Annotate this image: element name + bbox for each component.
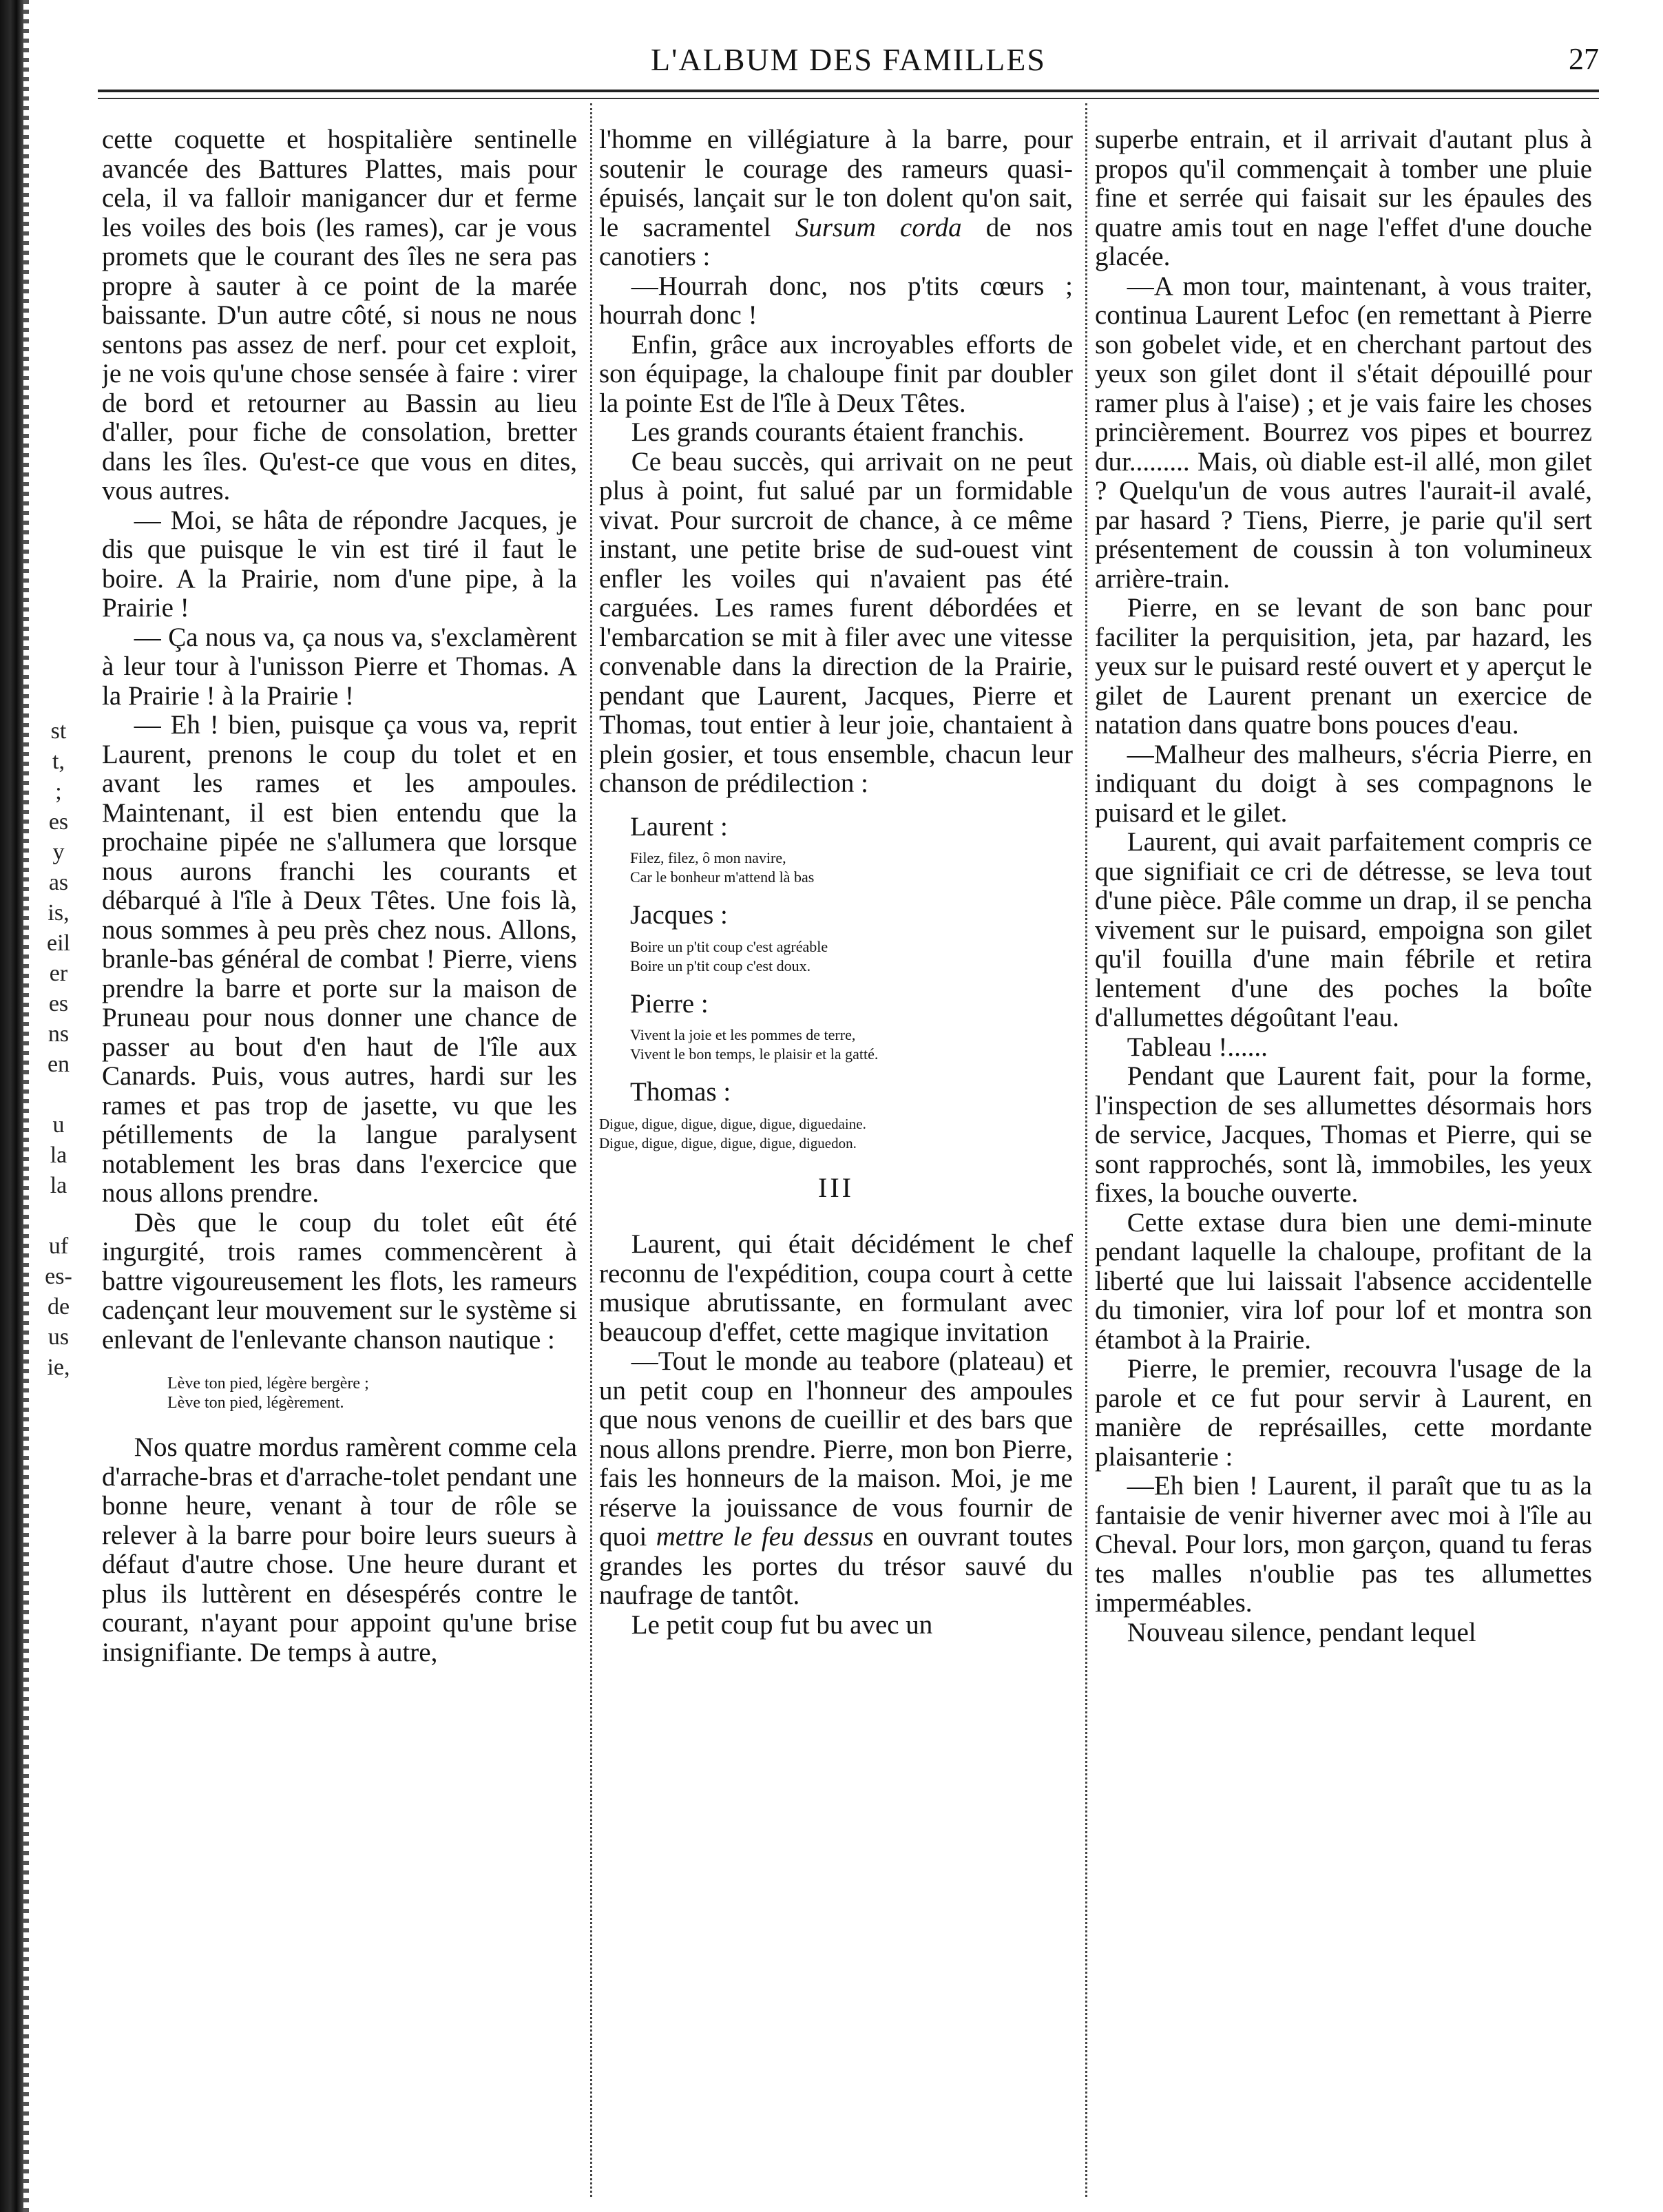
song-lines (599, 1114, 1073, 1153)
paragraph: —Malheur des malheurs, s'écria Pierre, en indiquant du doigt à ses compagnons le puisard et le gilet. (1095, 739, 1592, 828)
paragraph: Nouveau silence, pendant lequel (1127, 1617, 1476, 1647)
gutter-fragment: er (49, 961, 68, 986)
song-line: Digue, digue, digue, digue, digue, diguedaine. (599, 1115, 866, 1132)
gutter-fragment: u (52, 1112, 65, 1138)
gutter-fragment: en (47, 1052, 70, 1077)
gutter-fragment: la (50, 1142, 67, 1168)
song-singer: Thomas : (630, 1077, 731, 1107)
song-singer: Jacques : (630, 900, 728, 930)
paragraph: Pierre, le premier, recouvra l'usage de la parole et ce fut pour servir à Laurent, en manière de représailles, cette mordante plaisanterie : (1095, 1354, 1592, 1472)
paragraph: Les grands courants étaient franchis. (631, 417, 1025, 447)
song-lines (599, 1025, 1073, 1064)
gutter-fragment: ; (55, 779, 62, 804)
gutter-fragment (32, 1201, 85, 1231)
column-2 (599, 125, 1073, 2184)
song-lines (599, 848, 1073, 887)
song-lines (599, 937, 1073, 976)
text-run: l'homme en villégiature à la barre, pour soutenir le courage des rameurs quasi-épuisés, lançait sur le ton dolent qu'on sait, le sacramentel (599, 125, 1073, 242)
paragraph: Laurent, qui était décidément le chef reconnu de l'expédition, coupa court à cette musique abrutissante, en formulant avec beaucoup d'effet, cette magique invitation (599, 1229, 1073, 1347)
verse-line: Lève ton pied, légèrement. (167, 1394, 344, 1412)
italic-phrase: mettre le feu dessus (656, 1522, 874, 1552)
paragraph: Le petit coup fut bu avec un (631, 1609, 933, 1640)
text-run: en ouvrant toutes grandes les portes du trésor sauvé du naufrage de tantôt. (599, 1522, 1073, 1610)
page-header (98, 41, 1599, 90)
paragraph: superbe entrain, et il arrivait d'autant plus à propos qu'il commençait à tomber une pluie fine et serrée qui faisait sur les épaules des quatre amis tout en nage l'effet d'une douche glacée. (1095, 125, 1592, 271)
song-singer: Laurent : (630, 811, 728, 842)
column-divider (1085, 103, 1087, 2197)
page-number: 27 (1569, 42, 1599, 76)
song-singer: Pierre : (630, 988, 709, 1019)
italic-phrase: Sursum corda (795, 212, 962, 242)
gutter-fragment: de (47, 1294, 70, 1319)
paragraph: — Moi, se hâta de répondre Jacques, je dis que puisque le vin est tiré il faut le boire. A la Prairie, nom d'une pipe, à la Prairie ! (102, 505, 577, 623)
paragraph: Ce beau succès, qui arrivait on ne peut plus à point, fut salué par un formidable vivat. Pour surcroit de chance, à ce même instant, une petite brise de sud-ouest vint enfler les voiles qui n'avaient pas été carguées. Les rames furent débordées et l'embarcation se mit à filer avec une vitesse convenable dans la direction de la Prairie, pendant que Laurent, Jacques, Pierre et Thomas, tout entier à leur joie, chantaient à plein gosier, et tous ensemble, chacun leur chanson de prédilection : (599, 446, 1073, 798)
paragraph (599, 1347, 1073, 1611)
paragraph: Dès que le coup du tolet eût été ingurgité, trois rames commencèrent à battre vigoureusement les flots, les rameurs cadençant leur mouvement sur le système si enlevant de l'enlevante chanson nautique : (102, 1207, 577, 1355)
gutter-fragment: la (50, 1173, 67, 1198)
paragraph: Nos quatre mordus ramèrent comme cela d'arrache-bras et d'arrache-tolet pendant une bonne heure, venant à tour de rôle se relever à la barre pour boire leurs sueurs à défaut d'autre chose. Une heure durant et plus ils luttèrent en désespérés contre le courant, n'ayant pour appoint qu'une brise insignifiante. De temps à autre, (102, 1432, 577, 1667)
gutter-fragment: es (48, 991, 69, 1016)
gutter-fragment: t, (52, 749, 65, 774)
paragraph: — Ça nous va, ça nous va, s'exclamèrent à leur tour à l'unisson Pierre et Thomas. A la Prairie ! à la Prairie ! (102, 622, 577, 711)
paragraph: Enfin, grâce aux incroyables efforts de son équipage, la chaloupe finit par doubler la pointe Est de l'île à Deux Têtes. (599, 329, 1073, 418)
song-line: Vivent le bon temps, le plaisir et la gatté. (630, 1045, 879, 1063)
paragraph: Laurent, qui avait parfaitement compris ce que signifiait ce cri de détresse, se leva tout d'une pièce. Pâle comme un drap, il se pencha vivement sur le puisard, empoigna son gilet qu'il fouilla d'une main fébrile et retira lentement d'une des poches la boîte d'allumettes dégoûtant l'eau. (1095, 827, 1592, 1032)
song-line: Boire un p'tit coup c'est doux. (630, 957, 811, 974)
page-edge-shadow (0, 0, 23, 2212)
paragraph: —Eh bien ! Laurent, il paraît que tu as la fantaisie de venir hiverner avec moi à l'île au Cheval. Pour lors, mon garçon, quand tu feras tes malles n'oublie pas tes allumettes imperméables. (1095, 1471, 1592, 1618)
running-title: L'ALBUM DES FAMILLES (651, 42, 1046, 77)
song-line: Digue, digue, digue, digue, digue, diguedon. (599, 1134, 857, 1151)
paragraph: Cette extase dura bien une demi-minute pendant laquelle la chaloupe, profitant de la liberté que lui laissait l'absence accidentelle du timonier, vira lof pour lof et montra son étambot à la Prairie. (1095, 1207, 1592, 1355)
column-divider (590, 103, 592, 2197)
paragraph: Tableau !...... (1127, 1032, 1268, 1062)
gutter-fragment: eil (47, 930, 70, 956)
gutter-fragment: y (52, 839, 65, 865)
header-rule-thin (98, 98, 1599, 99)
paragraph: Pendant que Laurent fait, pour la forme, l'inspection de ses allumettes désormais hors de service, Jacques, Thomas et Pierre, qui se sont rapprochés, sont là, immobiles, les yeux fixes, la bouche ouverte. (1095, 1061, 1592, 1208)
verse-line: Lève ton pied, légère bergère ; (167, 1375, 369, 1392)
text-run: de nos canotiers : (599, 212, 1073, 271)
song-verse (102, 1374, 577, 1412)
paragraph: cette coquette et hospitalière sentinelle avancée des Battures Plattes, mais pour cela, il va falloir manigancer dur et ferme les voiles des bois (les rames), car je vous promets que le courant des îles ne sera pas propre à sauter à ce point de la marée baissante. D'un autre côté, si nous ne nous sentons pas assez de nerf. pour cet exploit, je ne vois qu'une chose sensée à faire : virer de bord et retourner au Bassin au lieu d'aller, pour fiche de consolation, bretter dans les îles. Qu'est-ce que vous en dites, vous autres. (102, 125, 577, 505)
gutter-fragment: ns (48, 1021, 70, 1047)
paragraph: —Hourrah donc, nos p'tits cœurs ; hourrah donc ! (599, 271, 1073, 330)
bleed-through-margin (32, 716, 85, 1383)
text-run: —Tout le monde au teabore (plateau) et un petit coup en l'honneur des ampoules que nous venons de cueillir et des bars que nous allons prendre. Pierre, mon bon Pierre, fais les honneurs de la maison. Moi, je me réserve la jouissance de vous fournir de quoi (599, 1346, 1073, 1552)
song-line: Car le bonheur m'attend là bas (630, 868, 815, 886)
paragraph: — Eh ! bien, puisque ça vous va, reprit Laurent, prenons le coup du tolet et en avant les rames et les ampoules. Maintenant, il est bien entendu que la prochaine pipée ne s'allumera que lorsque nous aurons franchi les courants et débarqué à l'île à Deux Têtes. Une fois là, nous sommes à peu près chez nous. Allons, branle-bas général de combat ! Pierre, viens prendre la barre et porte sur la maison de Pruneau pour nous donner une chance de passer au bout d'en haut de l'île aux Canards. Puis, vous autres, hardi sur les rames et pas trop de jasette, vu que les pétillements de la langue paralysent notablement les bras dans l'exercice que nous allons prendre. (102, 710, 577, 1208)
header-rule (98, 90, 1599, 92)
gutter-fragment (32, 1080, 85, 1110)
song-line: Filez, filez, ô mon navire, (630, 849, 786, 866)
gutter-fragment: us (48, 1324, 70, 1350)
gutter-fragment: ie, (47, 1355, 70, 1380)
gutter-fragment: es- (45, 1264, 72, 1289)
gutter-fragment: as (48, 870, 69, 895)
gutter-fragment: st (50, 718, 67, 744)
gutter-fragment: is, (48, 900, 70, 926)
gutter-fragment: uf (48, 1233, 69, 1259)
column-3 (1095, 125, 1592, 2184)
song-line: Boire un p'tit coup c'est agréable (630, 937, 828, 955)
section-number: III (818, 1171, 854, 1203)
paragraph (599, 125, 1073, 272)
column-1 (102, 125, 577, 2184)
paragraph: Pierre, en se levant de son banc pour faciliter la perquisition, jeta, par hazard, les yeux sur le puisard resté ouvert et y aperçut le gilet de Laurent prenant un exercice de natation dans quatre bons pouces d'eau. (1095, 593, 1592, 740)
paragraph: —A mon tour, maintenant, à vous traiter, continua Laurent Lefoc (en remettant à Pierre son gobelet vide, et en cherchant partout des yeux son gilet dont il s'était dépouillé pour ramer plus à l'aise) ; et je vais faire les choses princièrement. Bourrez vos pipes et bourrez dur......... Mais, où diable est-il allé, mon gilet ? Quelqu'un de vous autres l'aurait-il avalé, par hasard ? Tiens, Pierre, je parie qu'il sert présentement de coussin à ton volumineux arrière-train. (1095, 271, 1592, 594)
gutter-fragment: es (48, 809, 69, 835)
song-line: Vivent la joie et les pommes de terre, (630, 1026, 856, 1043)
